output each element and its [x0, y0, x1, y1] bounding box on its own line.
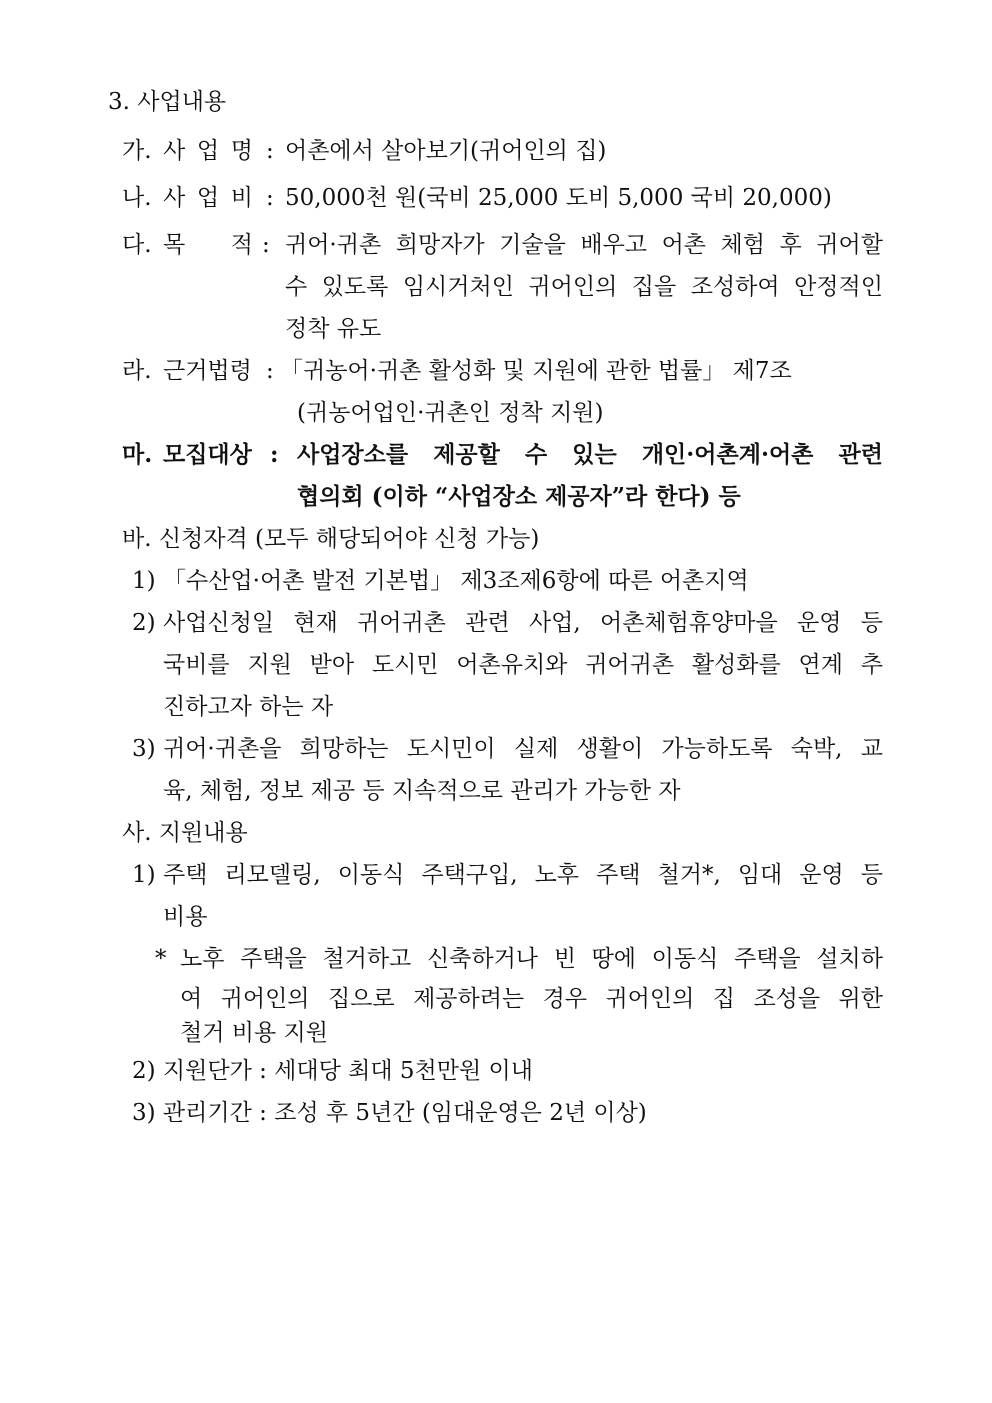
word: 국비를	[163, 652, 230, 678]
word: 희망자가	[395, 232, 485, 258]
word: 사업,	[528, 610, 581, 636]
word: 있도록	[321, 274, 389, 300]
item-sa-sub-line	[163, 860, 883, 890]
word: 귀어·귀촌을	[163, 736, 282, 762]
word: 조성을	[753, 986, 821, 1012]
word: 체험	[720, 232, 765, 258]
item-ga-label: 사 업 명	[163, 138, 253, 164]
item-sa-sub3: 3) 관리기간 : 조성 후 5년간 (임대운영은 2년 이상)	[132, 1100, 647, 1126]
word: 지원	[247, 652, 292, 678]
word: 이동식	[651, 946, 719, 972]
word: 희망하는	[299, 736, 389, 762]
word: 철거*,	[657, 862, 721, 888]
word: 경우	[542, 986, 588, 1012]
word: 신축하거나	[426, 946, 539, 972]
item-ma-line	[297, 440, 883, 470]
word: 개인·어촌계·어촌	[641, 441, 814, 468]
item-ra-label: 근거법령	[163, 358, 252, 384]
item-ga-marker: 가.	[122, 138, 152, 164]
item-da-line	[285, 230, 883, 260]
word: 조성하여	[690, 274, 780, 300]
word: 도시민	[371, 652, 439, 678]
word: 임대	[737, 862, 783, 888]
word: 집을	[631, 274, 677, 300]
item-ra-marker: 라.	[122, 358, 152, 384]
note-line	[180, 944, 883, 974]
item-sa-sub2: 2) 지원단가 : 세대당 최대 5천만원 이내	[132, 1058, 533, 1084]
item-ma-line: 협의회 (이하 “사업장소 제공자”라 한다) 등	[297, 483, 741, 510]
word: 집	[712, 986, 735, 1012]
word: 배우고	[580, 232, 648, 258]
note-line: 철거 비용 지원	[180, 1020, 328, 1046]
item-ra-line: 「귀농어·귀촌 활성화 및 지원에 관한 법률」 제7조	[280, 358, 792, 384]
word: 가능하도록	[661, 736, 773, 762]
word: 노후	[534, 862, 580, 888]
item-ga-content: 어촌에서 살아보기(귀어인의 집)	[285, 138, 607, 164]
word: 실제	[513, 736, 559, 762]
word: 운영	[797, 610, 842, 636]
word: 주택을	[240, 946, 307, 972]
word: 추	[860, 652, 883, 678]
word: 사업신청일	[163, 610, 275, 636]
word: 설치하	[816, 946, 883, 972]
word: 주택	[163, 862, 208, 888]
item-ma-label: 모집대상	[163, 441, 252, 468]
word: 이동식	[337, 862, 405, 888]
word: 현재	[293, 610, 338, 636]
item-da-separator: :	[262, 232, 270, 258]
word: 주택을	[733, 946, 801, 972]
item-na-marker: 나.	[122, 185, 152, 211]
word: 위한	[838, 986, 883, 1012]
word: 귀어귀촌	[357, 610, 446, 636]
word: 등	[860, 862, 883, 888]
word: 연계	[798, 652, 843, 678]
word: 귀어귀촌	[585, 652, 675, 678]
word: 사업장소를	[297, 441, 409, 468]
word: 주택구입,	[421, 862, 518, 888]
word: 생활이	[576, 736, 644, 762]
word: 귀어인의	[528, 274, 618, 300]
word: 활성화를	[691, 652, 781, 678]
word: 어촌	[661, 232, 706, 258]
word: 도시민이	[406, 736, 496, 762]
item-ba-sub-num: 3)	[132, 736, 156, 762]
section-title: 3. 사업내용	[108, 89, 227, 115]
item-sa-heading: 사. 지원내용	[122, 820, 248, 846]
item-sa-sub-line: 비용	[163, 904, 208, 930]
word: 제공할	[433, 441, 500, 468]
item-ma-marker: 마.	[122, 441, 153, 468]
word: 후	[779, 232, 802, 258]
item-sa-sub-num: 1)	[132, 862, 156, 888]
item-ba-sub-line	[163, 734, 883, 764]
word: 귀어할	[816, 232, 883, 258]
word: 귀어인의	[220, 986, 310, 1012]
item-na-content: 50,000천 원(국비 25,000 도비 5,000 국비 20,000)	[285, 185, 832, 211]
item-ba-sub-line	[163, 608, 883, 638]
word: 기술을	[499, 232, 566, 258]
word: 있는	[572, 441, 617, 468]
word: 안정적인	[794, 274, 883, 300]
word: 관련	[465, 610, 510, 636]
word: 운영	[799, 862, 844, 888]
note-asterisk: *	[155, 946, 167, 972]
word: 주택	[596, 862, 641, 888]
item-ma-separator: :	[270, 441, 279, 468]
item-da-line	[285, 272, 883, 302]
word: 철거하고	[322, 946, 412, 972]
word: 어촌유치와	[456, 652, 568, 678]
item-da-line: 정착 유도	[285, 316, 382, 342]
word: 수	[285, 274, 308, 300]
word: 빈	[553, 946, 576, 972]
item-da-marker: 다.	[122, 232, 152, 258]
word: 등	[860, 610, 883, 636]
word: 귀어인의	[605, 986, 695, 1012]
item-ga-separator: :	[266, 138, 274, 164]
item-na-label: 사 업 비	[163, 185, 253, 211]
word: 노후	[180, 946, 225, 972]
item-ba-sub-num: 2)	[132, 610, 156, 636]
word: 임시거처인	[402, 274, 514, 300]
item-ba-sub-line: 진하고자 하는 자	[163, 694, 334, 720]
word: 집으로	[327, 986, 395, 1012]
word: 땅에	[591, 946, 636, 972]
word: 받아	[309, 652, 355, 678]
word: 수	[524, 441, 548, 468]
word: 교	[860, 736, 883, 762]
note-line	[180, 984, 883, 1014]
item-ra-separator: :	[266, 358, 274, 384]
word: 어촌체험휴양마을	[600, 610, 778, 636]
item-ba-sub-line	[163, 650, 883, 680]
word: 여	[180, 986, 203, 1012]
item-na-separator: :	[266, 185, 274, 211]
word: 제공하려는	[413, 986, 525, 1012]
word: 숙박,	[790, 736, 843, 762]
item-ra-line: (귀농어업인·귀촌인 정착 지원)	[297, 400, 604, 426]
item-ba-sub-num: 1)	[132, 568, 156, 594]
item-ba-sub-line: 육, 체험, 정보 제공 등 지속적으로 관리가 가능한 자	[163, 778, 681, 804]
item-da-label: 목 적	[163, 232, 253, 258]
word: 귀어·귀촌	[285, 232, 382, 258]
item-ba-sub-line: 「수산업·어촌 발전 기본법」 제3조제6항에 따른 어촌지역	[163, 568, 749, 594]
item-ba-heading: 바. 신청자격 (모두 해당되어야 신청 가능)	[122, 526, 540, 552]
word: 리모델링,	[224, 862, 321, 888]
word: 관련	[838, 441, 883, 468]
